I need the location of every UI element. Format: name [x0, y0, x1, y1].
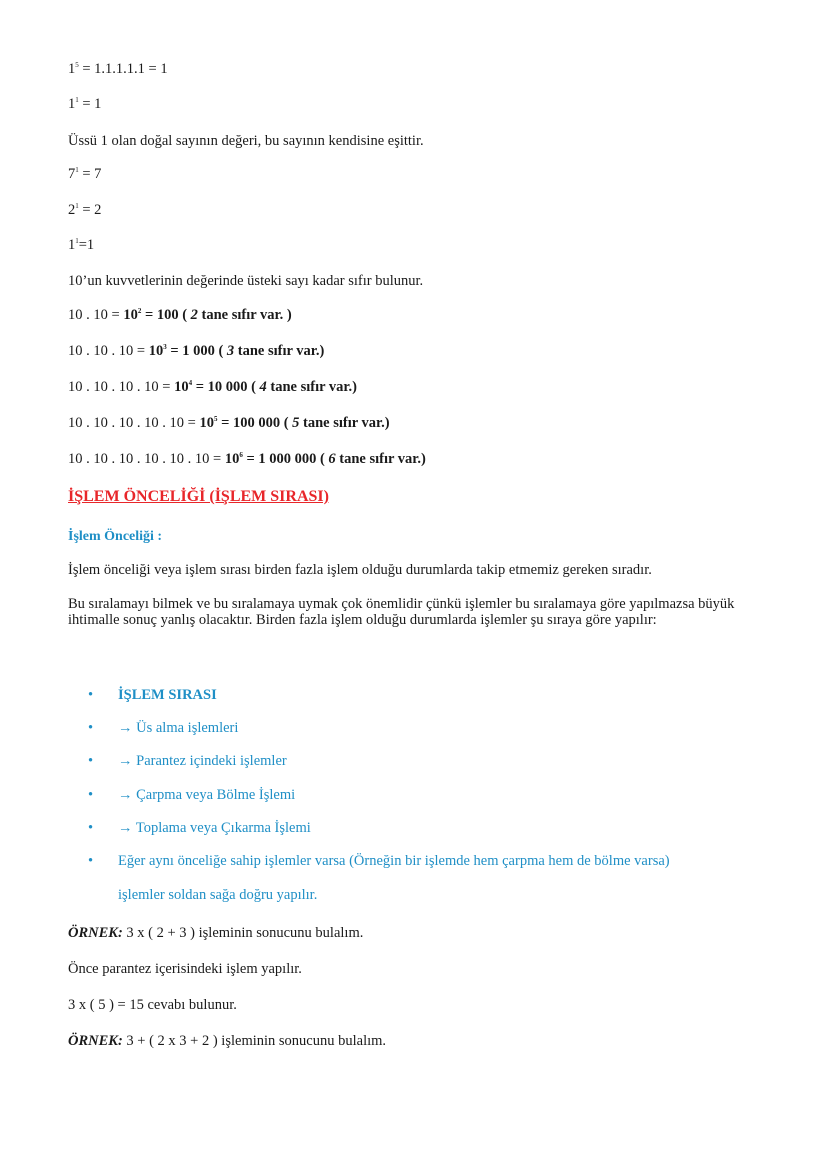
paragraph-1: İşlem önceliği veya işlem sırası birden fazla işlem olduğu durumlarda takip etmemiz gereken sıradır.	[68, 562, 652, 578]
tens-row: 10 . 10 . $10 = 10^3 = 1$ 000 ( 3 tane sıfır var.)	[68, 343, 325, 359]
bullet-icon: •	[88, 753, 94, 769]
bullet-icon: •	[88, 687, 94, 703]
bullet-icon: •	[88, 787, 94, 803]
power-line: $1^1=1$	[68, 237, 95, 253]
example-1-result: 3 x ( 5 ) = 15 cevabı bulunur.	[68, 997, 237, 1013]
tens-row: 10 . 10 . 10 . $10 = 10^4 = 10$ 000 ( 4 tane sıfır var.)	[68, 379, 357, 395]
example-1: ÖRNEK: 3 x ( 2 + 3 ) işleminin sonucunu bulalım.	[68, 925, 364, 941]
power-line: $7^1 = 7$	[68, 166, 102, 182]
paragraph-2: Bu sıralamayı bilmek ve bu sıralamaya uymak çok önemlidir çünkü işlemler bu sıralamaya göre yapılmazsa büyük ihtimalle sonuç yanlış olacaktır. Birden fazla işlem olduğu durumlarda işlemler şu sıraya göre yapılır:	[68, 596, 735, 628]
subheading: İşlem Önceliği :	[68, 529, 163, 544]
power-line: $1^5 = 1.1.1.1.1 = 1$	[68, 61, 168, 77]
rule-tens: 10’un kuvvetlerinin değerinde üsteki sayı kadar sıfır bulunur.	[68, 273, 424, 289]
bullet-icon: •	[88, 820, 94, 836]
tens-row: 10 . $10 = 10^2 = 100$ ( 2 tane sıfır var. )	[68, 307, 292, 323]
power-line: $1^1 = 1$	[68, 96, 102, 112]
list-item-continuation: işlemler soldan sağa doğru yapılır.	[118, 887, 318, 903]
bullet-icon: •	[88, 720, 94, 736]
document-page: $1^5 = 1.1.1.1.1 = 1$ $1^1 = 1$ Üssü 1 olan doğal sayının değeri, bu sayının kendisine eşittir. $7^1 = 7$ $2^1 = 2$ $1^1=1$ 10’un kuvvetlerinin değerinde üsteki sayı kadar sıfır bulunur. 10 . $10 = 10^2 = 100$ ( 2 tane sıfır var. ) 10 . 10 . $10 = 10^3 = 1$ 000 ( 3 tane sıfır var.) 10 . 10 . 10 . $10 = 10^4 = 10$ 000 ( 4 tane sıfır var.) 10 . 10 . 10 . 10 . $10 = 10^5 = 100$ 000 ( 5 tane sıfır var.) 10 . 10 . 10 . 10 . 10 . $10 = 10^6 = 1$ 000 000 ( 6 tane sıfır var.) İŞLEM ÖNCELİĞİ (İŞLEM SIRASI) İşlem Önceliği : İşlem önceliği veya işlem sırası birden fazla işlem olduğu durumlarda takip etmemiz gereken sıradır. Bu sıralamayı bilmek ve bu sıralamaya uymak çok önemlidir çünkü işlemler bu sıralamaya göre yapılmazsa büyük ihtimalle sonuç yanlış olacaktır. Birden fazla işlem olduğu durumlarda işlemler şu sıraya göre yapılır: • İŞLEM SIRASI • → Üs alma işlemleri • → Parantez içindeki işlemler • → Çarpma veya Bölme İşlemi • → Toplama veya Çıkarma İşlemi • Eğer aynı önceliğe sahip işlemler varsa (Örneğin bir işlemde hem çarpma hem de bölme varsa) işlemler soldan sağa doğru yapılır. ÖRNEK: 3 x ( 2 + 3 ) işleminin sonucunu bulalım. Önce parantez içerisindeki işlem yapılır. 3 x ( 5 ) = 15 cevabı bulunur. ÖRNEK: 3 + ( 2 x 3 + 2 ) işleminin sonucunu bulalım.	[0, 0, 828, 1171]
tens-row: 10 . 10 . 10 . 10 . $10 = 10^5 = 100$ 000 ( 5 tane sıfır var.)	[68, 415, 390, 431]
power-line: $2^1 = 2$	[68, 202, 102, 218]
section-heading: İŞLEM ÖNCELİĞİ (İŞLEM SIRASI)	[68, 488, 329, 505]
bullet-icon: •	[88, 853, 94, 869]
rule-exp-one: Üssü 1 olan doğal sayının değeri, bu sayının kendisine eşittir.	[68, 133, 424, 149]
tens-row: 10 . 10 . 10 . 10 . 10 . $10 = 10^6 = 1$ 000 000 ( 6 tane sıfır var.)	[68, 451, 426, 467]
example-1-step: Önce parantez içerisindeki işlem yapılır.	[68, 961, 302, 977]
example-2: ÖRNEK: 3 + ( 2 x 3 + 2 ) işleminin sonucunu bulalım.	[68, 1033, 387, 1049]
